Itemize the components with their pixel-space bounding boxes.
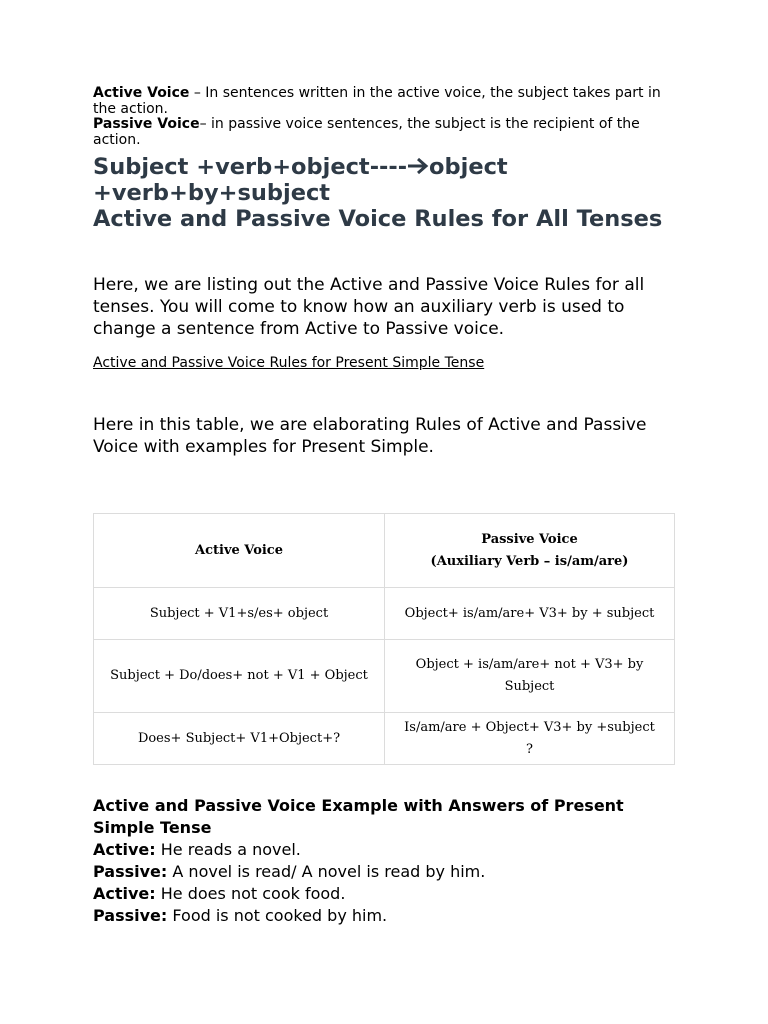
intro-paragraph: Here, we are listing out the Active and Passive Voice Rules for all tenses. You will come to know how an auxiliary verb is used to change a sentence from Active to Passive voice. [93, 275, 645, 339]
header-passive-title: Passive Voice [481, 531, 578, 547]
formula-left: Subject +verb+object---- [93, 154, 408, 180]
example-label: Passive: [93, 862, 168, 881]
right-arrow-icon [407, 157, 429, 175]
rules-table [93, 513, 675, 765]
active-voice-definition [93, 86, 683, 117]
examples-section [93, 795, 683, 927]
passive-voice-text: – in passive voice sentences, the subject is the recipient of the action. [93, 116, 640, 148]
active-voice-text: – In sentences written in the active voice, the subject takes part in the action. [93, 85, 661, 117]
definitions [93, 86, 683, 148]
header-passive-voice [385, 514, 675, 588]
formula-right: object +verb+by+subject [93, 154, 508, 206]
example-label: Passive: [93, 906, 168, 925]
page-heading: Active and Passive Voice Rules for All Tenses [93, 206, 663, 232]
passive-voice-definition [93, 117, 683, 148]
example-line [93, 905, 683, 927]
example-line [93, 861, 683, 883]
cell-active: Subject + Do/does+ not + V1 + Object [94, 640, 385, 713]
example-text: He does not cook food. [155, 884, 346, 903]
example-label: Active: [93, 884, 156, 903]
section-link-present-simple[interactable]: Active and Passive Voice Rules for Present Simple Tense [93, 355, 485, 371]
cell-passive: Object + is/am/are+ not + V3+ by Subject [385, 640, 675, 713]
example-text: He reads a novel. [155, 840, 301, 859]
cell-passive: Is/am/are + Object+ V3+ by +subject ? [385, 713, 675, 765]
example-text: A novel is read/ A novel is read by him. [167, 862, 486, 881]
example-line [93, 839, 683, 861]
table-intro-paragraph: Here in this table, we are elaborating Rules of Active and Passive Voice with examples for Present Simple. [93, 415, 647, 457]
active-voice-term: Active Voice [93, 85, 190, 101]
cell-passive: Object+ is/am/are+ V3+ by + subject [385, 588, 675, 640]
table-row [94, 640, 675, 713]
passive-voice-term: Passive Voice [93, 116, 200, 132]
example-line [93, 883, 683, 905]
cell-active: Does+ Subject+ V1+Object+? [94, 713, 385, 765]
header-passive-subtitle: (Auxiliary Verb – is/am/are) [430, 553, 629, 569]
document-page [93, 85, 683, 925]
table-header-row [94, 514, 675, 588]
examples-heading: Active and Passive Voice Example with Answers of Present Simple Tense [93, 796, 624, 837]
header-active-voice: Active Voice [94, 514, 385, 588]
table-row [94, 713, 675, 765]
table-row [94, 588, 675, 640]
cell-active: Subject + V1+s/es+ object [94, 588, 385, 640]
example-text: Food is not cooked by him. [167, 906, 388, 925]
formula-heading [93, 154, 683, 232]
example-label: Active: [93, 840, 156, 859]
